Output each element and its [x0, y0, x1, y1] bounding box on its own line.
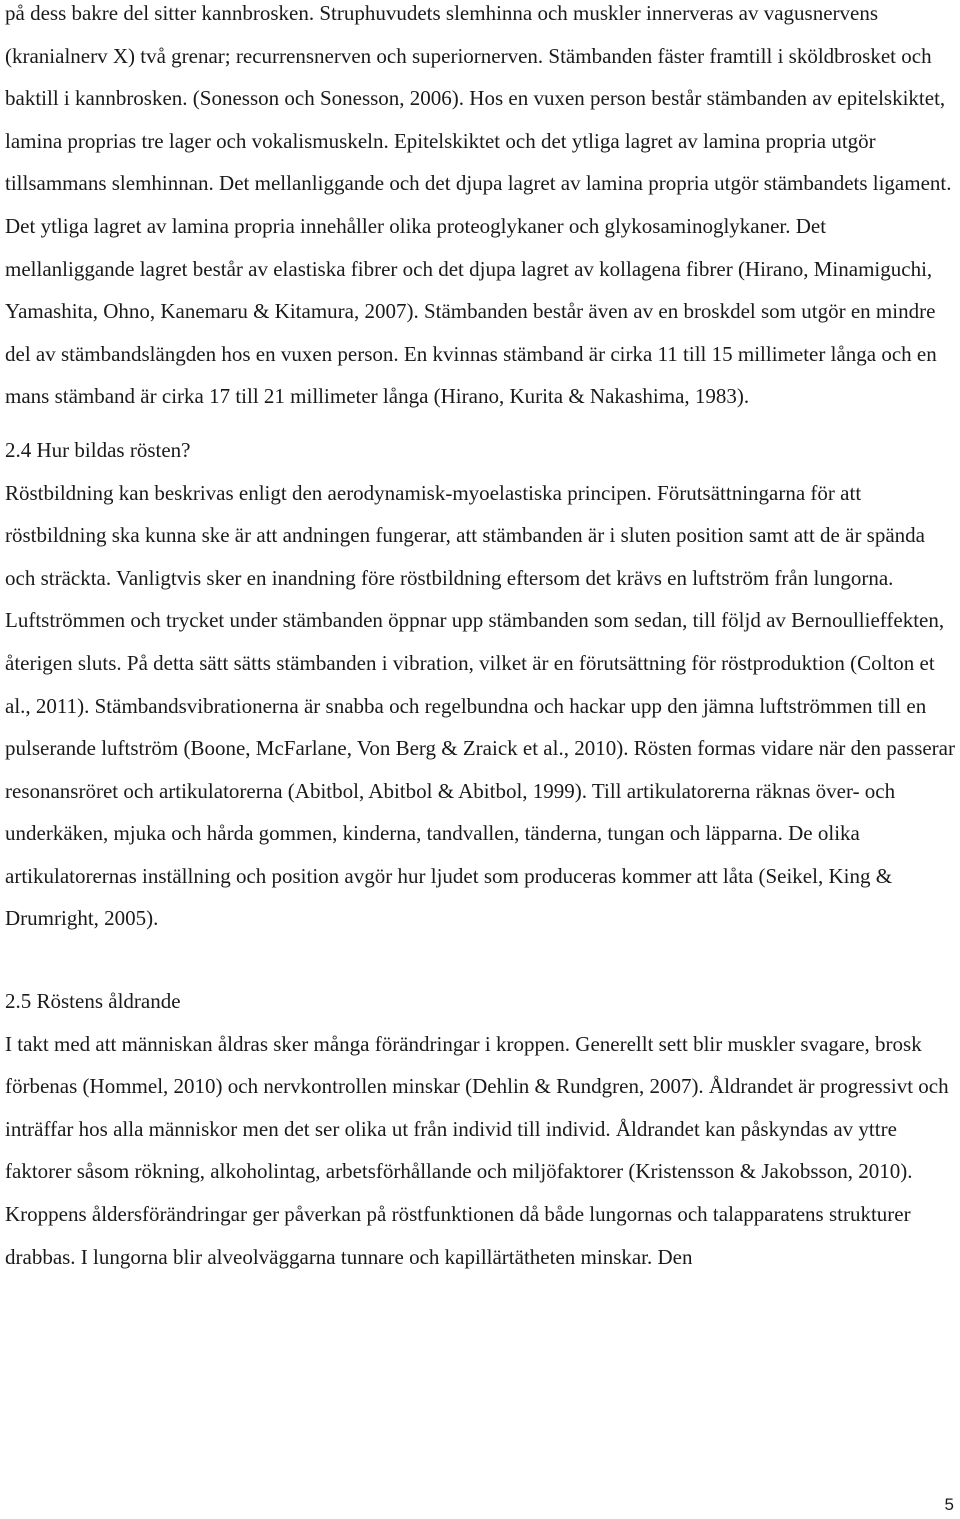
document-body	[5, 0, 955, 1278]
paragraph-voice-aging: I takt med att människan åldras sker många förändringar i kroppen. Generellt sett blir muskler svagare, brosk förbenas (Hommel, 2010) och nervkontrollen minskar (Dehlin & Rundgren, 2007). Åldrandet är progressivt och inträffar hos alla människor men det ser olika ut från individ till individ. Åldrandet kan påskyndas av yttre faktorer såsom rökning, alkoholintag, arbetsförhållande och miljöfaktorer (Kristensson & Jakobsson, 2010). Kroppens åldersförändringar ger påverkan på röstfunktionen då både lungornas och talapparatens strukturer drabbas. I lungorna blir alveolväggarna tunnare och kapillärtätheten minskar. Den	[5, 1031, 949, 1269]
page-number: 5	[944, 1495, 954, 1514]
paragraph-larynx-anatomy: på dess bakre del sitter kannbrosken. Struphuvudets slemhinna och muskler innerveras av vagusnervens (kranialnerv X) två grenar; recurrensnerven och superiornerven. Stämbanden fäster framtill i sköldbrosket och baktill i kannbrosken. (Sonesson och Sonesson, 2006). Hos en vuxen person består stämbanden av epitelskiktet, lamina proprias tre lager och vokalismuskeln. Epitelskiktet och det ytliga lagret av lamina propria utgör tillsammans slemhinnan. Det mellanliggande och det djupa lagret av lamina propria utgör stämbandets ligament. Det ytliga lagret av lamina propria innehåller olika proteoglykaner och glykosaminoglykaner. Det mellanliggande lagret består av elastiska fibrer och det djupa lagret av kollagena fibrer (Hirano, Minamiguchi, Yamashita, Ohno, Kanemaru & Kitamura, 2007). Stämbanden består även av en broskdel som utgör en mindre del av stämbandslängden hos en vuxen person. En kvinnas stämband är cirka 11 till 15 millimeter långa och en mans stämband är cirka 17 till 21 millimeter långa (Hirano, Kurita & Nakashima, 1983).	[5, 1, 952, 409]
section-heading-voice-aging: 2.5 Röstens åldrande	[5, 989, 181, 1014]
paragraph-voice-production: Röstbildning kan beskrivas enligt den aerodynamisk-myoelastiska principen. Förutsättningarna för att röstbildning ska kunna ske är att andningen fungerar, att stämbanden är i sluten position samt att de är spända och sträckta. Vanligtvis sker en inandning före röstbildning eftersom det krävs en luftström från lungorna. Luftströmmen och trycket under stämbanden öppnar upp stämbanden som sedan, till följd av Bernoullieffekten, återigen sluts. På detta sätt sätts stämbanden i vibration, vilket är en förutsättning för röstproduktion (Colton et al., 2011). Stämbandsvibrationerna är snabba och regelbundna och hackar upp den jämna luftströmmen till en pulserande luftström (Boone, McFarlane, Von Berg & Zraick et al., 2010). Rösten formas vidare när den passerar resonansröret och artikulatorerna (Abitbol, Abitbol & Abitbol, 1999). Till artikulatorerna räknas över- och underkäken, mjuka och hårda gommen, kinderna, tandvallen, tänderna, tungan och läpparna. De olika artikulatorernas inställning och position avgör hur ljudet som produceras kommer att låta (Seikel, King & Drumright, 2005).	[5, 480, 955, 931]
section-heading-voice-production: 2.4 Hur bildas rösten?	[5, 437, 191, 462]
